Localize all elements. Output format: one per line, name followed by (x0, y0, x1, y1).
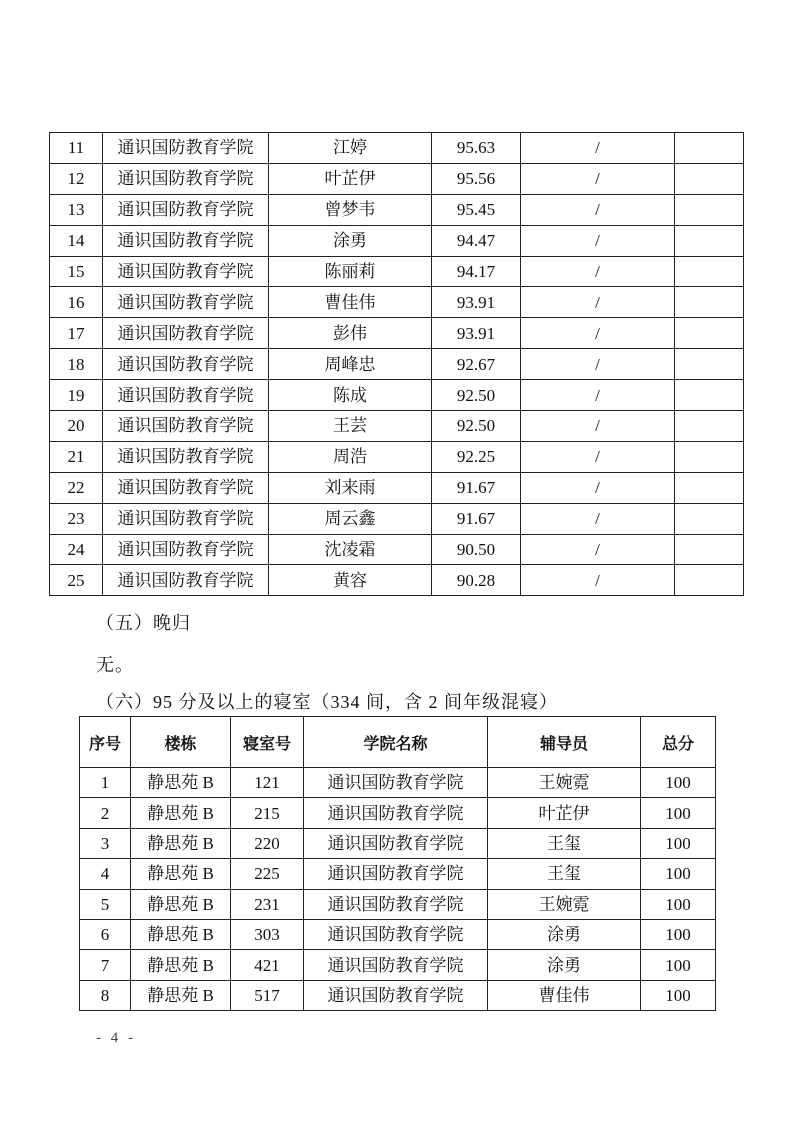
table-cell: 王芸 (269, 411, 432, 442)
table-cell: 421 (231, 950, 304, 980)
table-cell: / (521, 163, 675, 194)
table-cell: 231 (231, 889, 304, 919)
table-cell: 95.56 (432, 163, 521, 194)
table-row (50, 225, 744, 256)
header-cell-building: 楼栋 (131, 717, 231, 768)
table-cell: 王婉霓 (488, 889, 641, 919)
table-cell: 涂勇 (269, 225, 432, 256)
table-cell: 100 (641, 980, 716, 1010)
table-cell: 303 (231, 919, 304, 949)
table-row (50, 133, 744, 164)
table-cell (675, 380, 744, 411)
table-cell: 19 (50, 380, 103, 411)
table-cell: / (521, 194, 675, 225)
table-cell: 121 (231, 768, 304, 798)
table-cell: 通识国防教育学院 (103, 349, 269, 380)
table-row (80, 828, 716, 858)
table-cell: 100 (641, 919, 716, 949)
table-cell: / (521, 503, 675, 534)
table-cell: 通识国防教育学院 (103, 163, 269, 194)
table-cell: / (521, 287, 675, 318)
table-cell: 93.91 (432, 287, 521, 318)
table-cell (675, 411, 744, 442)
table-cell: / (521, 472, 675, 503)
header-cell-room: 寝室号 (231, 717, 304, 768)
table-cell: 周峰忠 (269, 349, 432, 380)
table-cell: 通识国防教育学院 (304, 919, 488, 949)
dorm-table-header-row (80, 717, 716, 768)
table-cell: 周浩 (269, 441, 432, 472)
table-cell: 通识国防教育学院 (304, 768, 488, 798)
table-cell: 2 (80, 798, 131, 828)
table-cell: 通识国防教育学院 (103, 503, 269, 534)
table-row (80, 950, 716, 980)
table-cell: 94.17 (432, 256, 521, 287)
table-cell: 17 (50, 318, 103, 349)
table-cell: 92.67 (432, 349, 521, 380)
table-cell: 100 (641, 828, 716, 858)
table-cell: 通识国防教育学院 (103, 411, 269, 442)
table-cell: / (521, 256, 675, 287)
table-cell: 90.28 (432, 565, 521, 596)
table-cell: 3 (80, 828, 131, 858)
table-cell: / (521, 349, 675, 380)
table-cell: 92.50 (432, 380, 521, 411)
table-cell (675, 225, 744, 256)
table-cell (675, 133, 744, 164)
table-cell: 江婷 (269, 133, 432, 164)
table-cell (675, 503, 744, 534)
score-table-body (50, 133, 744, 596)
table-cell: 22 (50, 472, 103, 503)
table-cell: 4 (80, 859, 131, 889)
table-cell: 25 (50, 565, 103, 596)
table-cell: 517 (231, 980, 304, 1010)
table-cell: / (521, 534, 675, 565)
table-cell (675, 318, 744, 349)
table-cell: 王婉霓 (488, 768, 641, 798)
table-cell: 通识国防教育学院 (103, 441, 269, 472)
table-cell: 通识国防教育学院 (304, 798, 488, 828)
table-cell: 周云鑫 (269, 503, 432, 534)
table-cell (675, 256, 744, 287)
table-cell: 20 (50, 411, 103, 442)
header-cell-college: 学院名称 (304, 717, 488, 768)
table-cell: 16 (50, 287, 103, 318)
table-cell: 通识国防教育学院 (103, 133, 269, 164)
table-cell (675, 534, 744, 565)
dorm-table-body (80, 768, 716, 1011)
table-cell: / (521, 380, 675, 411)
table-row (50, 287, 744, 318)
table-cell: 通识国防教育学院 (103, 194, 269, 225)
table-cell: 95.45 (432, 194, 521, 225)
table-cell: 100 (641, 889, 716, 919)
table-cell: 100 (641, 950, 716, 980)
table-cell (675, 565, 744, 596)
table-cell: 王玺 (488, 828, 641, 858)
table-cell: 通识国防教育学院 (304, 950, 488, 980)
table-cell: 通识国防教育学院 (304, 828, 488, 858)
table-cell: 15 (50, 256, 103, 287)
table-cell: 陈丽莉 (269, 256, 432, 287)
table-cell: 220 (231, 828, 304, 858)
table-cell: 通识国防教育学院 (103, 287, 269, 318)
table-cell: 11 (50, 133, 103, 164)
table-row (50, 194, 744, 225)
table-cell: 13 (50, 194, 103, 225)
table-cell (675, 441, 744, 472)
table-cell: 94.47 (432, 225, 521, 256)
table-cell (675, 287, 744, 318)
table-cell: 静思苑 B (131, 828, 231, 858)
table-cell: 100 (641, 798, 716, 828)
table-cell (675, 349, 744, 380)
table-cell: / (521, 411, 675, 442)
table-cell: 通识国防教育学院 (304, 980, 488, 1010)
table-cell: 通识国防教育学院 (103, 472, 269, 503)
table-cell: / (521, 318, 675, 349)
table-cell: 90.50 (432, 534, 521, 565)
table-row (50, 503, 744, 534)
table-cell: 100 (641, 859, 716, 889)
table-cell: 通识国防教育学院 (103, 380, 269, 411)
table-cell: 刘来雨 (269, 472, 432, 503)
table-cell: 18 (50, 349, 103, 380)
table-row (80, 919, 716, 949)
table-cell: 93.91 (432, 318, 521, 349)
table-cell: 通识国防教育学院 (103, 256, 269, 287)
table-cell: 92.50 (432, 411, 521, 442)
table-cell: 静思苑 B (131, 768, 231, 798)
table-cell: 92.25 (432, 441, 521, 472)
table-row (50, 472, 744, 503)
table-row (80, 980, 716, 1010)
table-cell: 1 (80, 768, 131, 798)
table-cell: / (521, 133, 675, 164)
table-cell: 陈成 (269, 380, 432, 411)
table-cell: 叶芷伊 (488, 798, 641, 828)
table-cell: 静思苑 B (131, 950, 231, 980)
table-cell: 通识国防教育学院 (103, 225, 269, 256)
table-row (50, 318, 744, 349)
section5-heading: （五）晚归 (96, 613, 191, 633)
table-cell (675, 472, 744, 503)
table-cell: 23 (50, 503, 103, 534)
table-cell: 5 (80, 889, 131, 919)
table-cell: 215 (231, 798, 304, 828)
table-cell: 涂勇 (488, 919, 641, 949)
dorm-table (79, 716, 716, 1011)
table-cell: 静思苑 B (131, 919, 231, 949)
table-cell: 7 (80, 950, 131, 980)
table-cell: 沈凌霜 (269, 534, 432, 565)
page-number: - 4 - (96, 1030, 136, 1046)
table-cell: 95.63 (432, 133, 521, 164)
table-row (50, 534, 744, 565)
table-cell: 91.67 (432, 503, 521, 534)
table-cell: 12 (50, 163, 103, 194)
table-cell: 24 (50, 534, 103, 565)
header-cell-counselor: 辅导员 (488, 717, 641, 768)
table-row (80, 889, 716, 919)
section5-body: 无。 (96, 655, 134, 675)
table-cell: 通识国防教育学院 (103, 565, 269, 596)
table-cell: 通识国防教育学院 (304, 889, 488, 919)
table-cell: 6 (80, 919, 131, 949)
table-cell: 21 (50, 441, 103, 472)
table-row (50, 565, 744, 596)
table-cell: 静思苑 B (131, 980, 231, 1010)
table-cell: 曹佳伟 (488, 980, 641, 1010)
table-cell: 通识国防教育学院 (103, 318, 269, 349)
table-cell: 静思苑 B (131, 859, 231, 889)
table-row (80, 798, 716, 828)
table-row (50, 411, 744, 442)
table-row (50, 163, 744, 194)
table-cell: 黄容 (269, 565, 432, 596)
table-cell: 8 (80, 980, 131, 1010)
table-cell: / (521, 225, 675, 256)
table-cell: 225 (231, 859, 304, 889)
table-cell: / (521, 441, 675, 472)
table-cell: 通识国防教育学院 (103, 534, 269, 565)
table-cell: 通识国防教育学院 (304, 859, 488, 889)
header-cell-index: 序号 (80, 717, 131, 768)
table-cell: 叶芷伊 (269, 163, 432, 194)
table-cell: 静思苑 B (131, 798, 231, 828)
score-table (49, 132, 744, 596)
table-cell: 静思苑 B (131, 889, 231, 919)
table-cell: 100 (641, 768, 716, 798)
header-cell-total: 总分 (641, 717, 716, 768)
table-cell (675, 194, 744, 225)
table-row (80, 768, 716, 798)
table-cell: 彭伟 (269, 318, 432, 349)
table-cell: 曹佳伟 (269, 287, 432, 318)
table-cell: 14 (50, 225, 103, 256)
table-cell: 曾梦韦 (269, 194, 432, 225)
table-row (50, 380, 744, 411)
table-cell: / (521, 565, 675, 596)
table-row (50, 349, 744, 380)
table-cell: 91.67 (432, 472, 521, 503)
table-cell (675, 163, 744, 194)
table-row (80, 859, 716, 889)
section6-heading: （六）95 分及以上的寝室（334 间，含 2 间年级混寝） (96, 692, 558, 712)
table-cell: 涂勇 (488, 950, 641, 980)
table-row (50, 256, 744, 287)
table-row (50, 441, 744, 472)
table-cell: 王玺 (488, 859, 641, 889)
